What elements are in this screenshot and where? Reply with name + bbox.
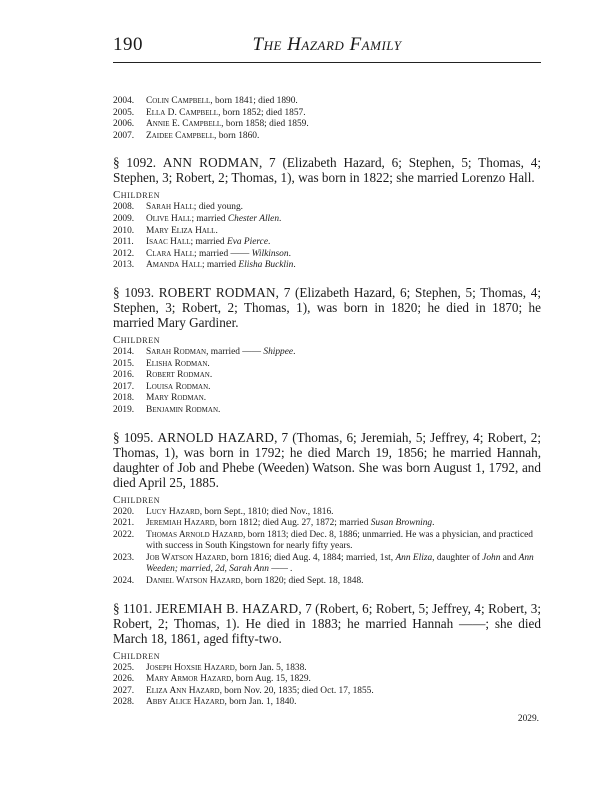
children-heading: Children <box>113 493 161 506</box>
running-title: The Hazard Family <box>252 34 402 55</box>
list-item: 2005. Ella D. Campbell, born 1852; died 1857. <box>113 107 306 118</box>
list-item: 2009. Olive Hall; married Chester Allen. <box>113 213 282 224</box>
children-heading: Children <box>113 189 161 202</box>
list-item: 2004. Colin Campbell, born 1841; died 1890. <box>113 96 298 106</box>
list-item: 2021. Jeremiah Hazard, born 1812; died Aug. 27, 1872; married Susan Browning. <box>113 518 435 529</box>
list-item: 2027. Eliza Ann Hazard, born Nov. 20, 1835; died Oct. 17, 1855. <box>113 685 374 696</box>
page-header <box>113 30 541 58</box>
catchword: 2029. <box>517 714 539 725</box>
list-item: 2022. Thomas Arnold Hazard, born 1813; died Dec. 8, 1886; unmarried. He was a physician, and practiced with success in South Kingstown for nearly fifty years. <box>113 529 533 552</box>
list-item: 2012. Clara Hall; married —— Wilkinson. <box>113 248 291 259</box>
list-item: 2013. Amanda Hall; married Elisha Bucklin. <box>113 260 296 271</box>
list-item: 2011. Isaac Hall; married Eva Pierce. <box>113 237 271 248</box>
list-item: 2023. Job Watson Hazard, born 1816; died Aug. 4, 1884; married, 1st, Ann Eliza, daughter of John and Ann Weeden; married, 2d, Sarah Ann —— . <box>113 552 534 575</box>
pre-entries <box>113 96 541 142</box>
header-rule <box>113 62 541 63</box>
list-item: 2018. Mary Rodman. <box>113 393 207 404</box>
list-item: 2026. Mary Armor Hazard, born Aug. 15, 1829. <box>113 674 311 685</box>
book-page <box>113 30 541 724</box>
section-robert-rodman: § 1093. ROBERT RODMAN, 7 (Elizabeth Hazard, 6; Stephen, 5; Thomas, 4; Stephen, 3; Robert, 2; Thomas, 1), was born in 1820; he died in 1870; he married Mary Gardiner. <box>113 284 542 330</box>
list-item: 2016. Robert Rodman. <box>113 370 213 381</box>
list-item: 2015. Elisha Rodman. <box>113 358 210 369</box>
list-item: 2028. Abby Alice Hazard, born Jan. 1, 1840. <box>113 697 297 708</box>
section-ann-rodman: § 1092. ANN RODMAN, 7 (Elizabeth Hazard, 6; Stephen, 5; Thomas, 4; Stephen, 3; Robert, 2; Thomas, 1), was born in 1822; she married Lorenzo Hall. <box>113 155 542 186</box>
list-item: 2025. Joseph Hoxsie Hazard, born Jan. 5, 1838. <box>113 662 307 673</box>
section-jeremiah-b-hazard: § 1101. JEREMIAH B. HAZARD, 7 (Robert, 6; Robert, 5; Jeffrey, 4; Robert, 3; Robert, 2; Thomas, 1). He died in 1883; he married Hannah ——; she died March 18, 1861, aged fifty-two. <box>113 600 541 646</box>
list-item: 2006. Annie E. Campbell, born 1858; died 1859. <box>113 119 309 130</box>
list-item: 2010. Mary Eliza Hall. <box>113 225 218 236</box>
list-item: 2014. Sarah Rodman, married —— Shippee. <box>113 346 296 357</box>
list-item: 2007. Zaidee Campbell, born 1860. <box>113 130 260 141</box>
list-item: 2024. Daniel Watson Hazard, born 1820; died Sept. 18, 1848. <box>113 576 364 587</box>
section-arnold-hazard: § 1095. ARNOLD HAZARD, 7 (Thomas, 6; Jeremiah, 5; Jeffrey, 4; Robert, 2; Thomas, 1), was born in 1792; he died March 19, 1856; he married Hannah, daughter of Job and Phebe (Weeden) Watson. She was born August 1, 1792, and died April 25, 1885. <box>113 429 542 490</box>
children-heading: Children <box>113 649 161 662</box>
list-item: 2020. Lucy Hazard, born Sept., 1810; died Nov., 1816. <box>113 506 334 517</box>
list-item: 2019. Benjamin Rodman. <box>113 404 221 415</box>
list-item: 2008. Sarah Hall; died young. <box>113 202 243 213</box>
page-number: 190 <box>113 34 143 55</box>
children-heading: Children <box>113 333 161 346</box>
list-item: 2017. Louisa Rodman. <box>113 381 211 392</box>
